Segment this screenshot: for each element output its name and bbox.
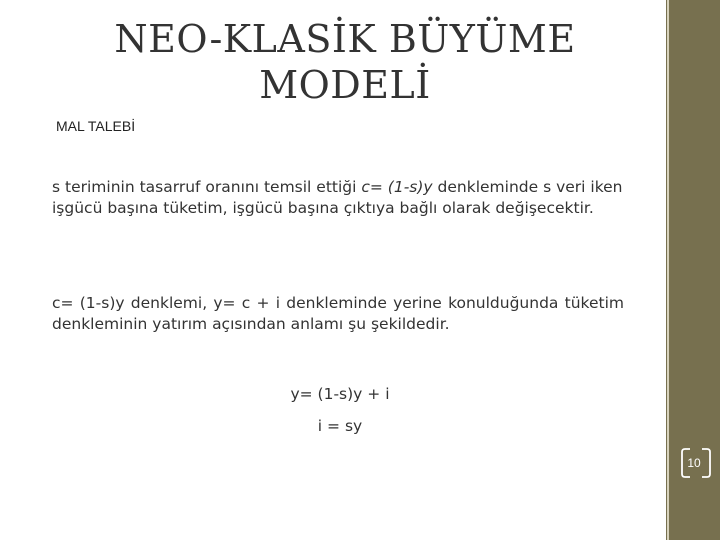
paragraph-1-text-end: denkleminde s veri iken işgücü başına tüketim, işgücü başına çıktıya bağlı olarak değişecektir. [52,178,623,217]
page-number: 10 [687,456,701,470]
equation-2: i = sy [317,417,363,435]
paragraph-1 [52,177,624,219]
paragraph-1-text-start: s teriminin tasarruf oranını temsil ettiği [52,178,362,196]
paragraph-2: c= (1-s)y denklemi, y= c + i denkleminde yerine konulduğunda tüketim denkleminin yatırım açısından anlamı şu şekildedir. [52,294,624,333]
paragraph-1-formula: c= (1-s)y [361,178,433,196]
slide-title: NEO-KLASİK BÜYÜME MODELİ [114,17,576,107]
slide-subtitle: MAL TALEBİ [56,118,136,134]
side-band-edge [667,0,669,540]
equation-1: y= (1-s)y + i [290,385,390,403]
right-bracket-icon [700,447,712,479]
